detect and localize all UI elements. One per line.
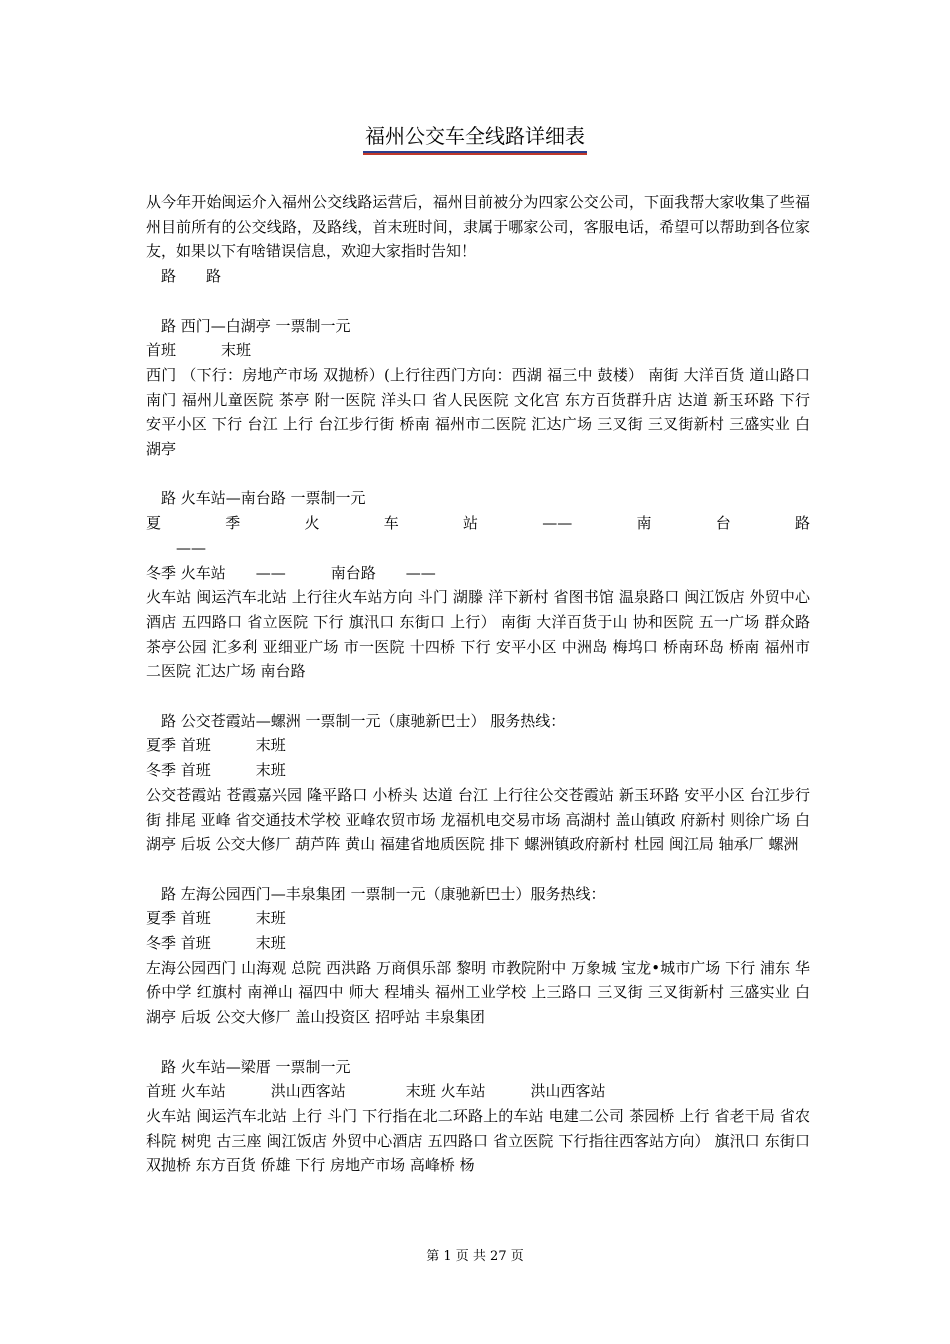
summer-char: 季 [225, 514, 241, 533]
document-title [0, 122, 950, 153]
summer-char: 台 [715, 514, 731, 533]
route-title: 路 火车站—南台路 一票制一元 [161, 489, 366, 508]
route-stops: 公交苍霞站 苍霞嘉兴园 隆平路口 小桥头 达道 台江 上行往公交苍霞站 新玉环路 安平小区 台江步行街 排尾 亚峰 省交通技术学校 亚峰农贸市场 龙福机电交易市场 高湖村 盖山镇政 府新村 则徐广场 白湖亭 后坂 公交大修厂 葫芦阵 黄山 福建省地质医院 排下 螺洲镇政府新村 杜园 闽江局 轴承厂 螺洲 [146, 785, 810, 854]
route-title: 路 左海公园西门—丰泉集团 一票制一元（康驰新巴士）服务热线： [161, 884, 606, 903]
route-stops: 火车站 闽运汽车北站 上行 斗门 下行指在北二环路上的车站 电建二公司 茶园桥 上行 省老干局 省农科院 树兜 古三座 闽江饭店 外贸中心酒店 五四路口 省立医院 下行指往西客站方向） 旗汛口 东街口 双抛桥 东方百货 侨雄 下行 房地产市场 高峰桥 杨 [146, 1106, 810, 1175]
summer-char: 车 [383, 514, 399, 533]
blank-line [146, 289, 810, 314]
route-times: 夏季 首班 末班 [146, 736, 286, 755]
route-times: 冬季 首班 末班 [146, 761, 286, 780]
document-body [146, 190, 810, 1178]
route-summer-tail: —— [176, 538, 206, 557]
route-title: 路 西门—白湖亭 一票制一元 [161, 316, 351, 335]
intro-paragraph: 从今年开始闽运介入福州公交线路运营后，福州目前被分为四家公交公司，下面我帮大家收集了些福州目前所有的公交线路，及路线，首末班时间，隶属于哪家公司，客服电话，希望可以帮助到各位家友，如果以下有啥错误信息，欢迎大家指时告知！ [146, 193, 810, 261]
blank-line [146, 1030, 810, 1055]
header-line: 路 路 [161, 267, 222, 286]
document-title-text: 福州公交车全线路详细表 [363, 122, 587, 153]
route-title: 路 公交苍霞站—螺洲 一票制一元（康驰新巴士） 服务热线： [161, 711, 566, 730]
page-footer: 第 1 页 共 27 页 [426, 1249, 524, 1264]
summer-char: 站 [463, 514, 479, 533]
summer-char: 南 [636, 514, 652, 533]
route-title: 路 火车站—梁厝 一票制一元 [161, 1057, 351, 1076]
route-winter-times: 冬季 火车站 —— 南台路 —— [146, 563, 436, 582]
route-times: 首班 火车站 洪山西客站 末班 火车站 洪山西客站 [146, 1082, 606, 1101]
blank-line [146, 684, 810, 709]
route-summer-times [146, 511, 810, 536]
summer-char: —— [542, 514, 573, 533]
blank-line [146, 857, 810, 882]
blank-line [146, 462, 810, 487]
route-times: 冬季 首班 末班 [146, 934, 286, 953]
summer-char: 火 [304, 514, 320, 533]
route-times: 夏季 首班 末班 [146, 909, 286, 928]
summer-char: 夏 [146, 514, 162, 533]
route-stops: 火车站 闽运汽车北站 上行往火车站方向 斗门 湖滕 洋下新村 省图书馆 温泉路口 闽江饭店 外贸中心酒店 五四路口 省立医院 下行 旗汛口 东街口 上行） 南街 大洋百货于山 协和医院 五一广场 群众路 茶亭公园 汇多利 亚细亚广场 市一医院 十四桥 下行 安平小区 中洲岛 梅坞口 桥南环岛 桥南 福州市二医院 汇达广场 南台路 [146, 588, 810, 681]
route-stops: 左海公园西门 山海观 总院 西洪路 万商俱乐部 黎明 市教院附中 万象城 宝龙•城市广场 下行 浦东 华侨中学 红旗村 南禅山 福四中 师大 程埔头 福州工业学校 上三路口 三叉街 三叉街新村 三盛实业 白湖亭 后坂 公交大修厂 盖山投资区 招呼站 丰泉集团 [146, 958, 810, 1027]
route-stops: 西门 （下行：房地产市场 双抛桥）(上行往西门方向：西湖 福三中 鼓楼） 南街 大洋百货 道山路口 南门 福州儿童医院 茶亭 附一医院 洋头口 省人民医院 文化宫 东方百货群升店 达道 新玉环路 下行 安平小区 下行 台江 上行 台江步行街 桥南 福州市二医院 汇达广场 三叉街 三叉街新村 三盛实业 白湖亭 [146, 365, 810, 459]
route-times: 首班 末班 [146, 341, 252, 360]
summer-char: 路 [794, 514, 810, 533]
